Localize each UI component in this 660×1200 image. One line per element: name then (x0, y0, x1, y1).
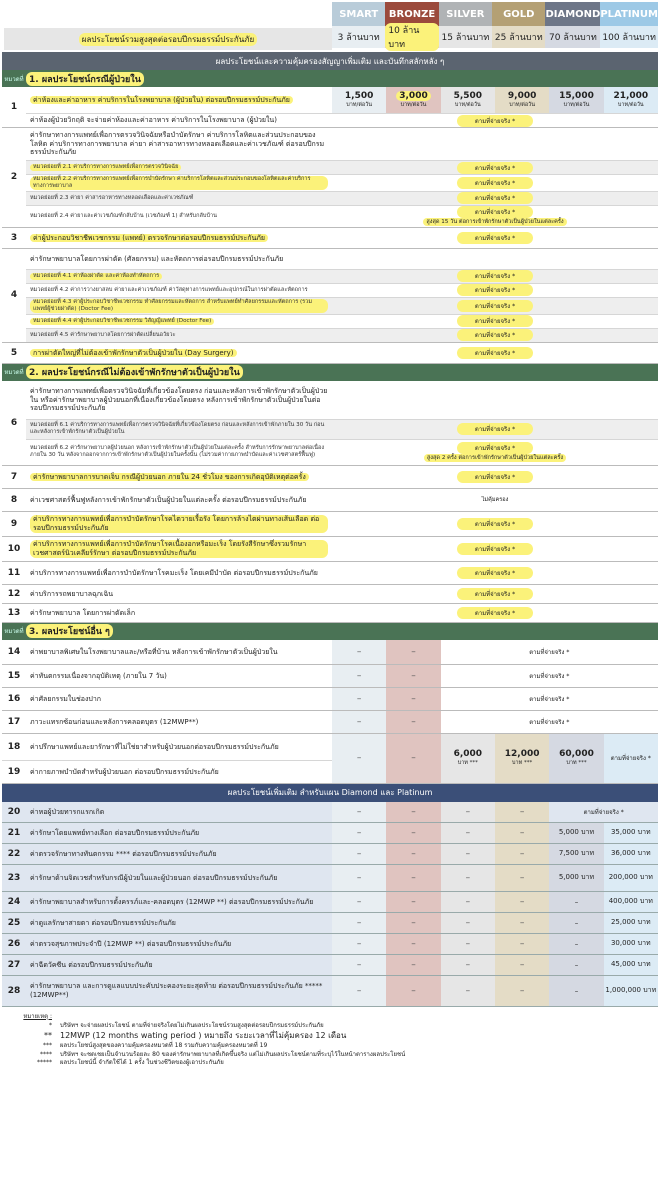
section-3-header: หมวดที่ 3. ผลประโยชน์อื่น ๆ (2, 623, 658, 640)
footnote-item: *** ผลประโยชน์สูงสุดของความคุ้มครองหมวดที่ 18 รวมกับความคุ้มครองหมวดที่ 19 (43, 1041, 268, 1049)
row-1: 1 ค่าห้องและค่าอาหาร ค่าบริการในโรงพยาบาล (ผู้ป่วยใน) ต่อรอบปีกรมธรรม์ประกันภัย 1,500 บาท/ต่อวัน 3,000 บาท/ต่อวัน 5,500 บาท/ต่อวัน 9,000 บาท/ต่อวัน 15,000 บาท/ต่อวัน 21,000 บาท/ต่อวัน ค่าห้องผู้ป่วยวิกฤติ จะจ่ายค่าห้องและค่าอาหาร ค่าบริการในโรงพยาบาล (ผู้ป่วยใน) ตามที่จ่ายจริง * (2, 87, 658, 128)
section-2-header: หมวดที่ 2. ผลประโยชน์กรณีไม่ต้องเข้าพักรักษาตัวเป็นผู้ป่วยใน (2, 364, 658, 381)
plan-smart: SMART 3 ล้านบาท (332, 2, 385, 48)
footnote-item: ***** ผลประโยชน์นี้ จำกัดใช้ได้ 1 ครั้ง ในช่วงชีวิตของผู้เอาประกันภัย (37, 1059, 224, 1067)
row-12: 12 ค่าบริการรถพยาบาลฉุกเฉิน ตามที่จ่ายจริง * (2, 585, 658, 604)
row-8: 8 ค่าเวชศาสตร์ฟื้นฟูหลังการเข้าพักรักษาตัวเป็นผู้ป่วยในแต่ละครั้ง ต่อรอบปีกรมธรรม์ประกันภัย ไม่คุ้มครอง (2, 489, 658, 512)
diamond-platinum-banner: ผลประโยชน์เพิ่มเติม สำหรับแผน Diamond และ Platinum (2, 784, 658, 802)
row-13: 13 ค่ารักษาพยาบาล โดยการผ่าตัดเล็ก ตามที่จ่ายจริง * (2, 604, 658, 623)
row-21: 21 ค่ารักษาโดยแพทย์ทางเลือก ต่อรอบปีกรมธรรม์ประกันภัย – – – – 5,000 บาท 35,000 บาท (2, 823, 658, 844)
row-15: 15 ค่าทันตกรรมเนื่องจากอุบัติเหตุ (ภายใน 7 วัน) – – ตามที่จ่ายจริง * (2, 665, 658, 688)
section-1-header: หมวดที่ 1. ผลประโยชน์กรณีผู้ป่วยใน (2, 70, 658, 87)
rows-18-19: 18 ค่าปรึกษาแพทย์และยารักษาที่ไม่ใช่ยาสำหรับผู้ป่วยนอกต่อรอบปีกรมธรรม์ประกันภัย 19 ค่ากายภาพบำบัดสำหรับผู้ป่วยนอก ต่อรอบปีกรมธรรม์ประกันภัย – – 6,000 บาท *** 12,000 บาท *** 60,000 บาท *** ตามที่จ่ายจริง * (2, 734, 658, 784)
row-27: 27 ค่าฉีดวัคซีน ต่อรอบปีกรมธรรม์ประกันภัย – – – – – 45,000 บาท (2, 955, 658, 976)
row-25: 25 ค่าดูแลรักษาสายตา ต่อรอบปีกรมธรรม์ประกันภัย – – – – – 25,000 บาท (2, 913, 658, 934)
row-9: 9 ค่าบริการทางการแพทย์เพื่อการบำบัดรักษาโรคไตวายเรื้อรัง โดยการล้างไตผ่านทางเส้นเลือด ต่อรอบปีกรมธรรม์ประกันภัย ตามที่จ่ายจริง * (2, 512, 658, 537)
row-11: 11 ค่าบริการทางการแพทย์เพื่อการบำบัดรักษาโรคมะเร็ง โดยเคมีบำบัด ต่อรอบปีกรมธรรม์ประกันภัย ตามที่จ่ายจริง * (2, 562, 658, 585)
plan-platinum: PLATINUM 100 ล้านบาท (600, 2, 658, 48)
row-28: 28 ค่ารักษาพยาบาล และการดูแลแบบประคับประคองระยะสุดท้าย ต่อรอบปีกรมธรรม์ประกันภัย ***** (12MWP**) – – – – – 1,000,000 บาท (2, 976, 658, 1007)
row-24: 24 ค่ารักษาพยาบาลสำหรับการตั้งครรภ์และ-คลอดบุตร (12MWP **) ต่อรอบปีกรมธรรม์ประกันภัย – – – – – 400,000 บาท (2, 892, 658, 913)
plan-silver: SILVER 15 ล้านบาท (439, 2, 492, 48)
row-7: 7 ค่ารักษาพยาบาลการบาดเจ็บ กรณีผู้ป่วยนอก ภายใน 24 ชั่วโมง ของการเกิดอุบัติเหตุต่อครั้ง ตามที่จ่ายจริง * (2, 466, 658, 489)
row-2: 2 ค่ารักษาทางการแพทย์เพื่อการตรวจวินิจฉัยหรือบำบัดรักษา ค่าบริการโลหิตและส่วนประกอบของโลหิต ค่าบริการทางการพยาบาล ค่ายา ค่าสารอาหารทางหลอดเลือดและค่าเวชภัณฑ์ ต่อรอบปีกรมธรรม์ประกันภัย หมวดย่อยที่ 2.1 ค่าบริการทางการแพทย์เพื่อการตรวจวินิจฉัย ตามที่จ่ายจริง * หมวดย่อยที่ 2.2 ค่าบริการทางการแพทย์เพื่อการบำบัดรักษา ค่าบริการโลหิตและส่วนประกอบของโลหิตและค่าบริการทางการพยาบาล ตามที่จ่ายจริง * หมวดย่อยที่ 2.3 ค่ายา ค่าสารอาหารทางหลอดเลือดและค่าเวชภัณฑ์ ตามที่จ่ายจริง * หมวดย่อยที่ 2.4 ค่ายาและค่าเวชภัณฑ์กลับบ้าน (เวชภัณฑ์ 1) สำหรับกลับบ้าน ตามที่จ่ายจริง * สูงสุด 15 วัน ต่อการเข้าพักรักษาตัวเป็นผู้ป่วยในแต่ละครั้ง (2, 128, 658, 228)
plan-diamond: DIAMOND 70 ล้านบาท (545, 2, 600, 48)
row-14: 14 ค่าพยาบาลพิเศษในโรงพยาบาลและ/หรือที่บ้าน หลังการเข้าพักรักษาตัวเป็นผู้ป่วยใน – – ตามที่จ่ายจริง * (2, 640, 658, 665)
row-26: 26 ค่าตรวจสุขภาพประจำปี (12MWP **) ต่อรอบปีกรมธรรม์ประกันภัย – – – – – 30,000 บาท (2, 934, 658, 955)
row-17: 17 ภาวะแทรกซ้อนก่อนและหลังการคลอดบุตร (12MWP**) – – ตามที่จ่ายจริง * (2, 711, 658, 734)
max-benefit-label: ผลประโยชน์รวมสูงสุดต่อรอบปีกรมธรรม์ประกันภัย (4, 28, 332, 50)
row-6: 6 ค่ารักษาทางการแพทย์เพื่อตรวจวินิจฉัยที่เกี่ยวข้องโดยตรง ก่อนและหลังการเข้าพักรักษาตัวเป็นผู้ป่วยใน หรือค่ารักษาพยาบาลผู้ป่วยนอกที่เนื่องเกี่ยวข้องโดยตรง หลังการเข้าพักรักษาตัวเป็นผู้ป่วยในต่อรอบปีกรมธรรม์ประกันภัย หมวดย่อยที่ 6.1 ค่าบริการทางการแพทย์เพื่อการตรวจวินิจฉัยที่เกี่ยวข้องโดยตรง ก่อนและหลังการเข้าพักภายใน 30 วัน ก่อนและหลังการเข้าพักรักษาตัวเป็นผู้ป่วยใน ตามที่จ่ายจริง * หมวดย่อยที่ 6.2 ค่ารักษาพยาบาลผู้ป่วยนอก หลังการเข้าพักรักษาตัวเป็นผู้ป่วยในแต่ละครั้ง สำหรับการรักษาพยาบาลต่อเนื่องภายใน 30 วัน หลังจากออกจากการเข้าพักรักษาตัวเป็นผู้ป่วยในครั้งนั้น (ไม่รวมค่ากายภาพบำบัดและค่าเวชศาสตร์ฟื้นฟู) ตามที่จ่ายจริง * สูงสุด 2 ครั้ง ต่อการเข้าพักรักษาตัวเป็นผู้ป่วยในแต่ละครั้ง (2, 381, 658, 466)
section-banner: ผลประโยชน์และความคุ้มครองสัญญาเพิ่มเติม และบันทึกสลักหลัง ๆ (2, 52, 658, 70)
row-22: 22 ค่าตรวจรักษาทางทันตกรรม **** ต่อรอบปีกรมธรรม์ประกันภัย – – – – 7,500 บาท 36,000 บาท (2, 844, 658, 865)
row-20: 20 ค่าหอผู้ป่วยทารกแรกเกิด – – – – ตามที่จ่ายจริง * (2, 802, 658, 823)
row-3: 3 ค่าผู้ประกอบวิชาชีพเวชกรรม (แพทย์) ตรวจรักษาต่อรอบปีกรมธรรม์ประกันภัย ตามที่จ่ายจริง * (2, 228, 658, 249)
footnotes: หมายเหตุ : * บริษัทฯ จะจ่ายผลประโยชน์ ตามที่จ่ายจริงโดยไม่เกินผลประโยชน์รวมสูงสุดต่อรอบปีกรมธรรม์ประกันภัย ** 12MWP (12 months wating period ) หมายถึง ระยะเวลาที่ไม่คุ้มครอง 12 เดือน *** ผลประโยชน์สูงสุดของความคุ้มครองหมวดที่ 18 รวมกับความคุ้มครองหมวดที่ 19 **** บริษัทฯ จะชดเชยเป็นจำนวนร้อยละ 80 ของค่ารักษาพยาบาลที่เกิดขึ้นจริง แต่ไม่เกินผลประโยชน์ตามที่ระบุไว้ในหน้าตารางผลประโยชน์ ***** ผลประโยชน์นี้ จำกัดใช้ได้ 1 ครั้ง ในช่วงชีวิตของผู้เอาประกันภัย (2, 1013, 658, 1068)
row-5: 5 การผ่าตัดใหญ่ที่ไม่ต้องเข้าพักรักษาตัวเป็นผู้ป่วยใน (Day Surgery) ตามที่จ่ายจริง * (2, 343, 658, 364)
footnote-item: **** บริษัทฯ จะชดเชยเป็นจำนวนร้อยละ 80 ของค่ารักษาพยาบาลที่เกิดขึ้นจริง แต่ไม่เกินผลประโยชน์ตามที่ระบุไว้ในหน้าตารางผลประโยชน์ (40, 1050, 406, 1058)
row-23: 23 ค่ารักษาด้านจิตเวชสำหรับกรณีผู้ป่วยในและผู้ป่วยนอก ต่อรอบปีกรมธรรม์ประกันภัย – – – – 5,000 บาท 200,000 บาท (2, 865, 658, 892)
row-4: 4 ค่ารักษาพยาบาลโดยการผ่าตัด (ศัลยกรรม) และหัตถการต่อรอบปีกรมธรรม์ประกันภัย หมวดย่อยที่ 4.1 ค่าห้องผ่าตัด และค่าห้องทำหัตถการ ตามที่จ่ายจริง * หมวดย่อยที่ 4.2 ค่าการวางยาสลบ ค่ายาและค่าเวชภัณฑ์ ค่าวัสดุทางการแพทย์และอุปกรณ์ในการผ่าตัดและหัตถการ ตามที่จ่ายจริง * หมวดย่อยที่ 4.3 ค่าผู้ประกอบวิชาชีพเวชกรรม ทำศัลยกรรมและหัตถการ สำหรับแพทย์ทำศัลยกรรมและหัตถการ (รวมแพทย์ผู้ช่วยผ่าตัด) (Doctor Fee) ตามที่จ่ายจริง * หมวดย่อยที่ 4.4 ค่าผู้ประกอบวิชาชีพเวชกรรม วิสัญญีแพทย์ (Doctor Fee) ตามที่จ่ายจริง * หมวดย่อยที่ 4.5 ค่ารักษาพยาบาลโดยการผ่าตัดเปลี่ยนอวัยวะ ตามที่จ่ายจริง * (2, 249, 658, 343)
footnote-item: * บริษัทฯ จะจ่ายผลประโยชน์ ตามที่จ่ายจริงโดยไม่เกินผลประโยชน์รวมสูงสุดต่อรอบปีกรมธรรม์ประกันภัย (49, 1021, 324, 1029)
row-10: 10 ค่าบริการทางการแพทย์เพื่อการบำบัดรักษาโรคเนื้องอกหรือมะเร็ง โดยรังสีรักษาซึ่งรวมรักษา เวชศาสตร์นิวเคลียร์รักษา ต่อรอบปีกรมธรรม์ประกันภัย ตามที่จ่ายจริง * (2, 537, 658, 562)
benefit-table (2, 2, 658, 1068)
room-rate-cells: 1,500 บาท/ต่อวัน 3,000 บาท/ต่อวัน 5,500 บาท/ต่อวัน 9,000 บาท/ต่อวัน 15,000 บาท/ต่อวัน 21,000 บาท/ต่อวัน (332, 87, 658, 113)
footnote-item: ** 12MWP (12 months wating period ) หมายถึง ระยะเวลาที่ไม่คุ้มครอง 12 เดือน (44, 1031, 347, 1041)
plan-gold: GOLD 25 ล้านบาท (492, 2, 545, 48)
row-16: 16 ค่าศัลยกรรมในช่องปาก – – ตามที่จ่ายจริง * (2, 688, 658, 711)
plan-bronze: BRONZE 10 ล้านบาท (385, 2, 438, 48)
diamond-platinum-rows (2, 802, 658, 1007)
